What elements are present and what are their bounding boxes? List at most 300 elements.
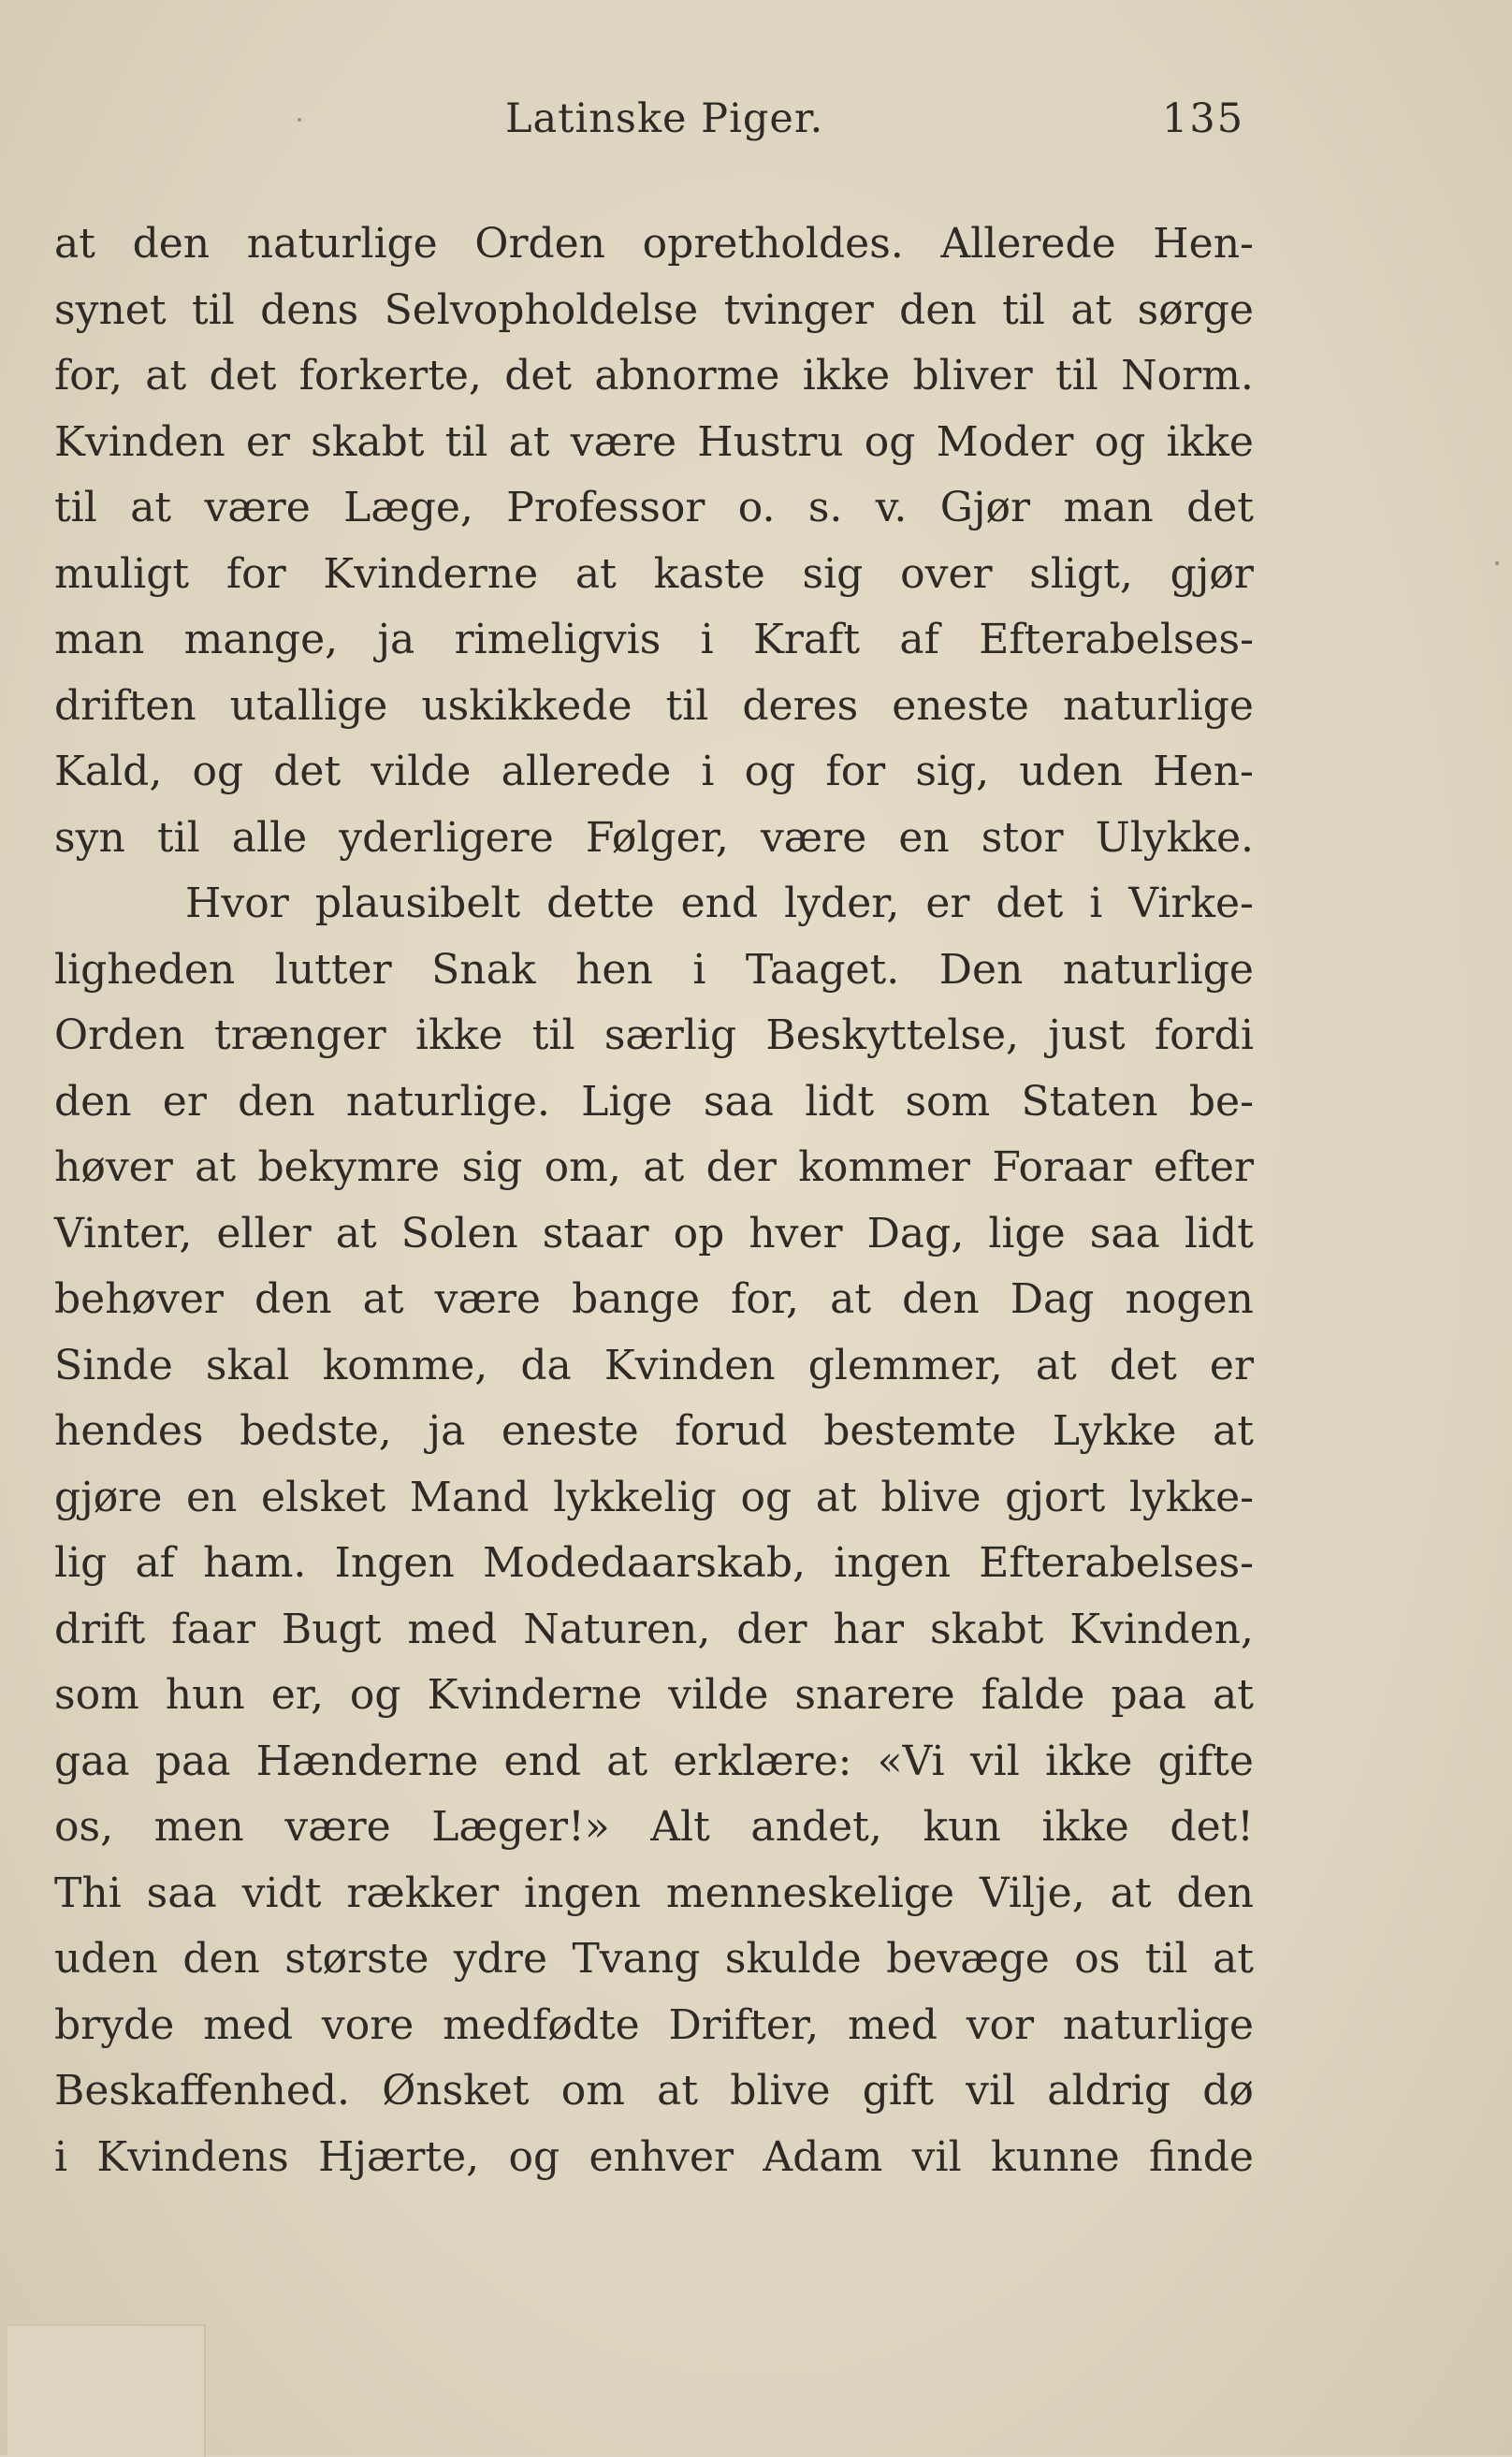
word: at (195, 1143, 237, 1191)
word: Vinter, (54, 1209, 193, 1258)
word: som (905, 1077, 991, 1126)
word: gjør (1170, 549, 1254, 598)
word: at (606, 1737, 648, 1785)
word: abnorme (594, 352, 780, 400)
word: ikke (1045, 1737, 1133, 1785)
word: ydre (453, 1935, 547, 1983)
word: om (560, 2067, 625, 2115)
word: til (665, 681, 709, 730)
word: naturlige (1062, 945, 1254, 994)
word: sig, (915, 748, 990, 795)
word: vil (966, 2067, 1016, 2115)
text-line (54, 1135, 1254, 1201)
word: en (898, 813, 950, 862)
word: at (1213, 1935, 1254, 1983)
word: at (574, 549, 617, 598)
word: lig (54, 1539, 108, 1587)
word: med (203, 2000, 294, 2049)
word: den (182, 1935, 260, 1983)
word: ligheden (54, 945, 236, 994)
word: for, (54, 352, 123, 400)
word: vil (969, 1737, 1020, 1785)
print-speck (1495, 561, 1499, 565)
word: paa (154, 1737, 231, 1785)
word: Ulykke. (1095, 813, 1254, 862)
word: i (692, 945, 706, 994)
word: af (899, 616, 939, 663)
word: bliver (912, 352, 1033, 400)
word: lyder, (784, 880, 900, 927)
word: sørge (1137, 285, 1254, 334)
word: Hjærte, (318, 2132, 480, 2181)
word: den (1176, 1868, 1254, 1917)
word: at (830, 1275, 872, 1323)
word: være (434, 1275, 541, 1323)
text-line (54, 607, 1254, 674)
word: bevæge (886, 1935, 1050, 1983)
word: høver (54, 1143, 173, 1191)
word: snarere (794, 1671, 955, 1719)
text-line (54, 1531, 1254, 1597)
word: den (54, 1077, 132, 1126)
word: Alt (650, 1803, 710, 1851)
word: ingen (524, 1868, 641, 1917)
word: skal (205, 1341, 290, 1389)
word: er (925, 880, 970, 927)
word: den (238, 1077, 315, 1126)
word: til (191, 285, 235, 334)
text-line (54, 739, 1254, 806)
text-line (54, 1729, 1254, 1796)
word: for (225, 549, 286, 598)
word: at (657, 2067, 699, 2115)
word: fordi (1154, 1011, 1254, 1059)
word: og (349, 1671, 401, 1719)
word: det (273, 748, 342, 795)
word: lykke- (1128, 1473, 1254, 1521)
word: til (1144, 1935, 1188, 1983)
word: for (825, 748, 886, 795)
word: eller (216, 1209, 312, 1258)
word: bryde (54, 2000, 175, 2049)
word: sligt, (1029, 549, 1133, 598)
word: deres (742, 681, 859, 730)
text-line (54, 278, 1254, 344)
word: gifte (1157, 1737, 1254, 1785)
word: uskikkede (421, 681, 632, 730)
text-line (54, 1201, 1254, 1268)
page-number: 135 (1162, 95, 1245, 142)
word: elsket (261, 1473, 386, 1521)
word: gift (862, 2067, 934, 2115)
word: Følger, (585, 813, 729, 862)
word: hendes (54, 1407, 204, 1455)
word: lige (988, 1209, 1066, 1258)
word: Ønsket (382, 2067, 530, 2115)
word: og (192, 748, 244, 795)
word: faar (171, 1605, 255, 1653)
word: lykkelig (553, 1473, 717, 1521)
word: til (444, 417, 488, 466)
word: Kvinden (603, 1341, 776, 1389)
word: rimeligvis (454, 616, 662, 663)
text-line (54, 1069, 1254, 1136)
word: at (145, 352, 187, 400)
word: Kraft (752, 616, 861, 663)
word: Staten (1021, 1077, 1158, 1126)
word: Taaget. (745, 945, 900, 994)
word: gjort (1005, 1473, 1106, 1521)
text-line (54, 211, 1254, 278)
print-speck (298, 118, 301, 122)
word: Vilje, (979, 1868, 1085, 1917)
word: at (1213, 1671, 1254, 1719)
word: eneste (501, 1407, 639, 1455)
word: Solen (400, 1209, 518, 1258)
word: i (54, 2132, 68, 2181)
word: vor (966, 2000, 1035, 2049)
word: just (1048, 1011, 1126, 1059)
word: driften (54, 681, 196, 730)
word: at (1070, 285, 1112, 334)
text-line (54, 475, 1254, 542)
page-stub (7, 2324, 206, 2457)
word: være (760, 813, 867, 862)
word: er (1209, 1341, 1254, 1389)
text-line (54, 1861, 1254, 1927)
word: hun (165, 1671, 245, 1719)
word: Efterabelses- (979, 1539, 1254, 1587)
text-line (54, 871, 1254, 938)
word: eneste (892, 681, 1029, 730)
word: for, (731, 1275, 800, 1323)
word: Hvor (185, 880, 289, 927)
word: over (900, 549, 993, 598)
word: forud (675, 1407, 788, 1455)
word: be- (1188, 1077, 1254, 1126)
word: Drifter, (668, 2000, 820, 2049)
word: at (362, 1275, 404, 1323)
text-line (54, 806, 1254, 872)
text-line (54, 1795, 1254, 1861)
word: med (847, 2000, 938, 2049)
word: er (245, 417, 290, 466)
word: ja (377, 616, 415, 663)
word: op (673, 1209, 725, 1258)
word: Den (938, 945, 1024, 994)
word: kun (923, 1803, 1001, 1851)
word: Bugt (281, 1605, 382, 1653)
word: skulde (724, 1935, 862, 1983)
text-line (54, 1267, 1254, 1333)
word: aldrig (1047, 2067, 1171, 2115)
text-line (54, 1465, 1254, 1532)
word: yderligere (339, 813, 554, 862)
text-line (54, 2125, 1254, 2191)
word: at (643, 1143, 685, 1191)
word: naturlige (1062, 681, 1254, 730)
word: Tvang (572, 1935, 701, 1983)
word: Gjør (939, 484, 1031, 531)
word: gaa (54, 1737, 130, 1785)
word: vilde (668, 1671, 769, 1719)
word: opretholdes. (642, 220, 904, 268)
text-line (54, 343, 1254, 410)
word: til (1055, 352, 1098, 400)
word: skabt (929, 1605, 1044, 1653)
word: Kvinden (54, 417, 225, 466)
word: Norm. (1121, 352, 1254, 400)
word: end (680, 880, 759, 927)
word: staar (542, 1209, 649, 1258)
word: glemmer, (807, 1341, 1003, 1389)
word: os, (54, 1803, 114, 1851)
word: man (54, 616, 145, 663)
word: o. (737, 484, 776, 531)
text-line (54, 1926, 1254, 1993)
word: Moder (936, 417, 1074, 466)
word: Kvinden, (1069, 1605, 1254, 1653)
word: Sinde (54, 1341, 173, 1389)
text-line (54, 1003, 1254, 1069)
word: Beskaffenhed. (54, 2067, 351, 2115)
word: stor (981, 813, 1064, 862)
word: efter (1153, 1143, 1254, 1191)
text-line (54, 1663, 1254, 1729)
word: det (1186, 484, 1254, 531)
word: saa (703, 1077, 774, 1126)
word: Lykke (1052, 1407, 1177, 1455)
word: naturlige (1062, 2000, 1254, 2049)
word: der (736, 1605, 807, 1653)
word: til (1002, 285, 1045, 334)
word: falde (981, 1671, 1085, 1719)
word: er (162, 1077, 207, 1126)
word: behøver (54, 1275, 224, 1323)
word: komme, (322, 1341, 488, 1389)
word: Orden (474, 220, 606, 268)
word: har (833, 1605, 905, 1653)
word: drift (54, 1605, 146, 1653)
word: og (508, 2132, 560, 2181)
word: hver (749, 1209, 843, 1258)
word: Læge, (343, 484, 473, 531)
text-line (54, 1399, 1254, 1465)
word: v. (875, 484, 908, 531)
word: men (153, 1803, 244, 1851)
word: uden (54, 1935, 158, 1983)
word: kaste (653, 549, 765, 598)
word: medfødte (443, 2000, 640, 2049)
word: Hen- (1153, 748, 1254, 795)
word: uden (1019, 748, 1124, 795)
word: Kvindens (96, 2132, 289, 2181)
word: os (1074, 1935, 1121, 1983)
word: største (284, 1935, 429, 1983)
word: Hænderne (255, 1737, 479, 1785)
word: Naturen, (523, 1605, 711, 1653)
word: Allerede (940, 220, 1116, 268)
word: det! (1170, 1803, 1254, 1851)
word: bedste, (240, 1407, 392, 1455)
word: og (740, 1473, 792, 1521)
word: bekymre (257, 1143, 441, 1191)
word: i (700, 616, 714, 663)
word: end (503, 1737, 582, 1785)
word: Læger!» (431, 1803, 610, 1851)
word: Kald, (54, 748, 163, 795)
word: Virke- (1128, 880, 1254, 927)
word: vilde (371, 748, 472, 795)
word: gjøre (54, 1473, 163, 1521)
word: er, (270, 1671, 324, 1719)
word: sig (461, 1143, 523, 1191)
word: at (815, 1473, 857, 1521)
word: og (744, 748, 796, 795)
text-line (54, 1993, 1254, 2059)
word: Hustru (697, 417, 844, 466)
word: lidt (805, 1077, 875, 1126)
word: ikke (1166, 417, 1254, 466)
text-line (54, 542, 1254, 608)
body-text (54, 211, 1254, 2190)
word: hen (575, 945, 653, 994)
word: tvinger (723, 285, 874, 334)
word: at (1035, 1341, 1077, 1389)
word: s. (807, 484, 843, 531)
word: kommer (798, 1143, 970, 1191)
word: bestemte (823, 1407, 1017, 1455)
word: dette (546, 880, 655, 927)
word: syn (54, 813, 125, 862)
word: plausibelt (314, 880, 521, 927)
word: den (899, 285, 977, 334)
word: Foraar (992, 1143, 1132, 1191)
word: Snak (431, 945, 536, 994)
word: i (1089, 880, 1103, 927)
word: dens (260, 285, 359, 334)
word: det (209, 352, 277, 400)
word: som (54, 1671, 139, 1719)
word: i (701, 748, 715, 795)
word: Efterabelses- (979, 616, 1254, 663)
word: ingen (834, 1539, 952, 1587)
word: rækker (346, 1868, 500, 1917)
word: «Vi (877, 1737, 945, 1785)
word: vil (911, 2132, 962, 2181)
word: at (1110, 1868, 1152, 1917)
word: at (1213, 1407, 1254, 1455)
word: ikke (414, 1011, 503, 1059)
word: at (54, 220, 95, 268)
word: finde (1149, 2132, 1254, 2181)
word: være (284, 1803, 391, 1851)
word: enhver (589, 2132, 734, 2181)
page-header (0, 95, 1512, 152)
word: det (504, 352, 573, 400)
word: en (186, 1473, 238, 1521)
word: til (531, 1011, 575, 1059)
word: ikke (1041, 1803, 1129, 1851)
text-line (54, 1597, 1254, 1664)
text-line (54, 674, 1254, 740)
word: naturlige (246, 220, 438, 268)
word: blive (880, 1473, 981, 1521)
word: lutter (274, 945, 392, 994)
word: Dag, (866, 1209, 965, 1258)
word: om, (544, 1143, 621, 1191)
word: være (204, 484, 311, 531)
word: Dag (1010, 1275, 1095, 1323)
word: menneskelige (665, 1868, 954, 1917)
word: at (130, 484, 172, 531)
word: ja (428, 1407, 466, 1455)
word: at (508, 417, 550, 466)
word: til (156, 813, 200, 862)
word: vore (321, 2000, 414, 2049)
word: Kvinderne (427, 1671, 643, 1719)
text-line (54, 410, 1254, 476)
word: allerede (501, 748, 672, 795)
text-line (54, 938, 1254, 1004)
word: Kvinderne (323, 549, 539, 598)
word: der (705, 1143, 777, 1191)
word: nogen (1125, 1275, 1254, 1323)
word: det (1109, 1341, 1177, 1389)
word: skabt (311, 417, 425, 466)
running-title: Latinske Piger. (505, 95, 824, 142)
word: til (54, 484, 97, 531)
word: vidt (241, 1868, 322, 1917)
word: og (864, 417, 916, 466)
word: sig (802, 549, 864, 598)
word: forkerte, (298, 352, 482, 400)
word: saa (1089, 1209, 1160, 1258)
word: Professor (506, 484, 705, 531)
word: Ingen (334, 1539, 455, 1587)
word: Lige (581, 1077, 673, 1126)
word: erklære: (673, 1737, 852, 1785)
word: ham. (203, 1539, 307, 1587)
word: med (407, 1605, 498, 1653)
word: andet, (750, 1803, 882, 1851)
word: naturlige. (345, 1077, 550, 1126)
word: da (520, 1341, 572, 1389)
word: man (1063, 484, 1154, 531)
word: paa (1111, 1671, 1187, 1719)
word: kunne (991, 2132, 1120, 2181)
word: lidt (1184, 1209, 1254, 1258)
word: af (135, 1539, 175, 1587)
word: Modedaarskab, (482, 1539, 806, 1587)
word: Thi (54, 1868, 122, 1917)
text-line (54, 1333, 1254, 1400)
word: utallige (229, 681, 388, 730)
word: særlig (603, 1011, 737, 1059)
word: den (132, 220, 211, 268)
text-line (54, 2058, 1254, 2125)
word: Mand (409, 1473, 530, 1521)
word: Adam (763, 2132, 883, 2181)
word: muligt (54, 549, 190, 598)
word: det (996, 880, 1064, 927)
word: at (335, 1209, 377, 1258)
word: bange (572, 1275, 700, 1323)
word: Selvopholdelse (384, 285, 699, 334)
word: ikke (802, 352, 891, 400)
word: være (570, 417, 677, 466)
word: trænger (213, 1011, 386, 1059)
